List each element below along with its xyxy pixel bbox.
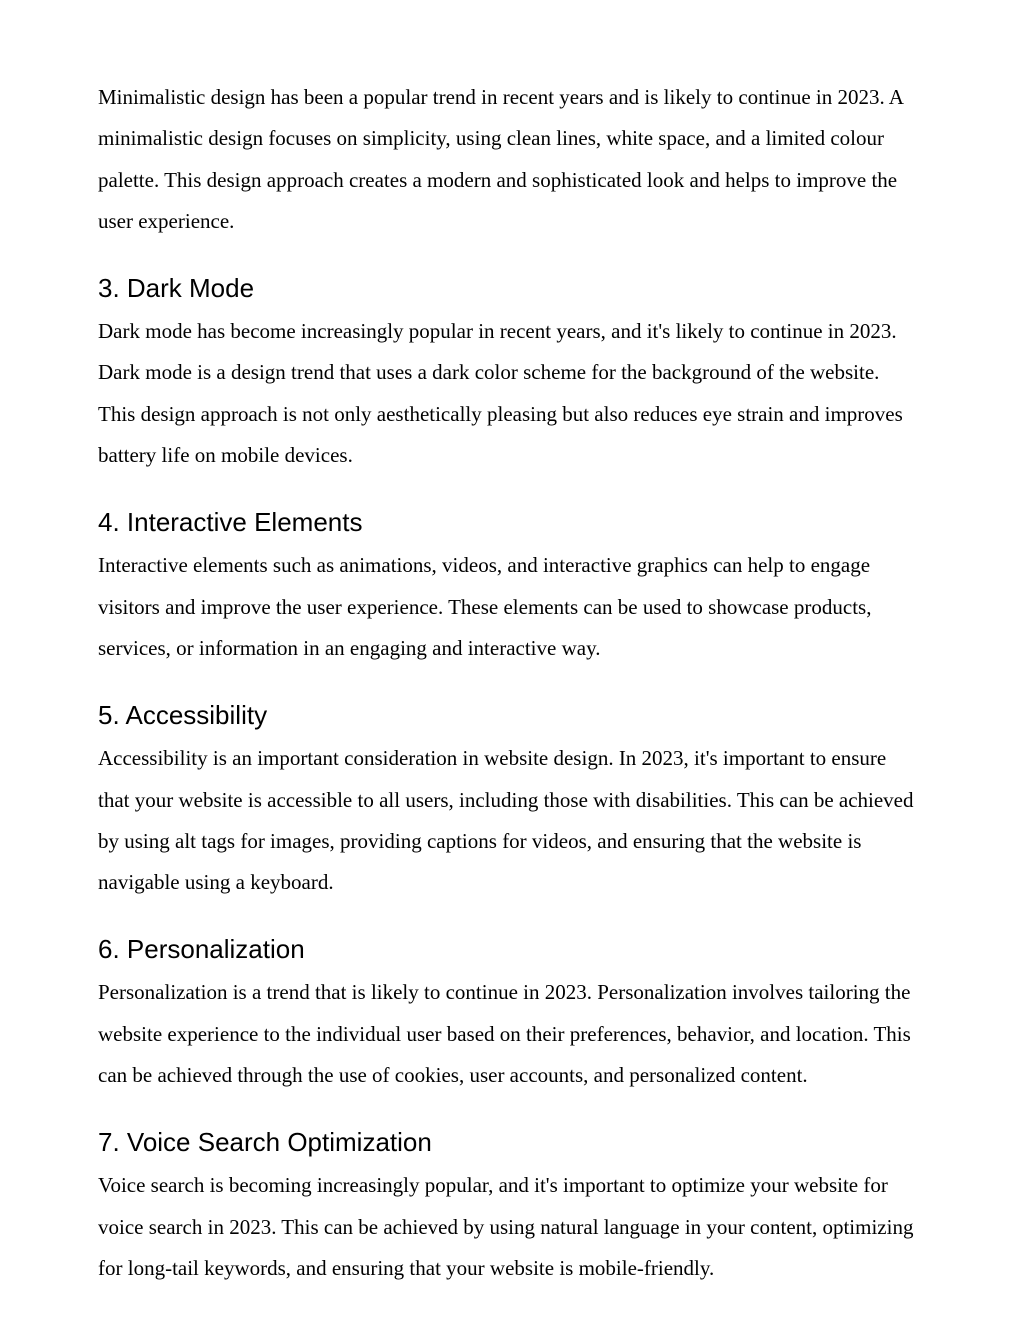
- paragraph-line: Minimalistic design has been a popular trend in recent years and is likely to continue in 2023. A: [98, 85, 904, 109]
- paragraph-line: Dark mode is a design trend that uses a dark color scheme for the background of the website.: [98, 360, 880, 385]
- section-heading: 4. Interactive Elements: [98, 507, 363, 538]
- paragraph-line: Personalization is a trend that is likely to continue in 2023. Personalization involves tailoring the: [98, 980, 911, 1005]
- section-paragraph: [98, 311, 954, 476]
- paragraph-line: services, or information in an engaging and interactive way.: [98, 635, 601, 660]
- section-paragraph: [98, 972, 954, 1096]
- section-interactive-elements: [98, 505, 954, 669]
- intro-paragraph: [98, 77, 954, 242]
- section-paragraph: [98, 738, 954, 903]
- paragraph-line: voice search in 2023. This can be achieved by using natural language in your content, optimizing: [98, 1214, 914, 1239]
- section-heading: 5. Accessibility: [98, 700, 268, 731]
- section-dark-mode: [98, 271, 954, 476]
- paragraph-line: user experience.: [98, 208, 235, 233]
- section-paragraph: [98, 545, 954, 669]
- paragraph-line: can be achieved through the use of cookies, user accounts, and personalized content.: [98, 1063, 808, 1088]
- paragraph-line: Dark mode has become increasingly popular in recent years, and it's likely to continue in 2023.: [98, 319, 897, 344]
- paragraph-line: navigable using a keyboard.: [98, 870, 334, 895]
- section-heading: 7. Voice Search Optimization: [98, 1127, 432, 1158]
- paragraph-line: Voice search is becoming increasingly popular, and it's important to optimize your website for: [98, 1173, 888, 1198]
- paragraph-line: Interactive elements such as animations, videos, and interactive graphics can help to engage: [98, 553, 871, 578]
- paragraph-line: website experience to the individual user based on their preferences, behavior, and location. This: [98, 1021, 911, 1046]
- section-accessibility: [98, 698, 954, 903]
- section-paragraph: [98, 1165, 954, 1289]
- paragraph-line: by using alt tags for images, providing captions for videos, and ensuring that the website is: [98, 828, 862, 853]
- section-heading: 3. Dark Mode: [98, 273, 255, 304]
- section-heading: 6. Personalization: [98, 934, 305, 965]
- paragraph-line: minimalistic design focuses on simplicity, using clean lines, white space, and a limited colour: [98, 126, 884, 151]
- paragraph-line: that your website is accessible to all users, including those with disabilities. This can be achieved: [98, 787, 914, 812]
- paragraph-line: battery life on mobile devices.: [98, 443, 353, 468]
- paragraph-line: palette. This design approach creates a modern and sophisticated look and helps to improve the: [98, 167, 898, 192]
- paragraph-line: This design approach is not only aesthetically pleasing but also reduces eye strain and improves: [98, 401, 903, 426]
- paragraph-line: for long-tail keywords, and ensuring that your website is mobile-friendly.: [98, 1255, 715, 1280]
- paragraph-line: Accessibility is an important consideration in website design. In 2023, it's important to ensure: [98, 746, 887, 771]
- section-voice-search-optimization: [98, 1125, 954, 1289]
- paragraph-line: visitors and improve the user experience. These elements can be used to showcase products,: [98, 594, 872, 619]
- section-personalization: [98, 932, 954, 1096]
- document-page: [98, 77, 954, 1289]
